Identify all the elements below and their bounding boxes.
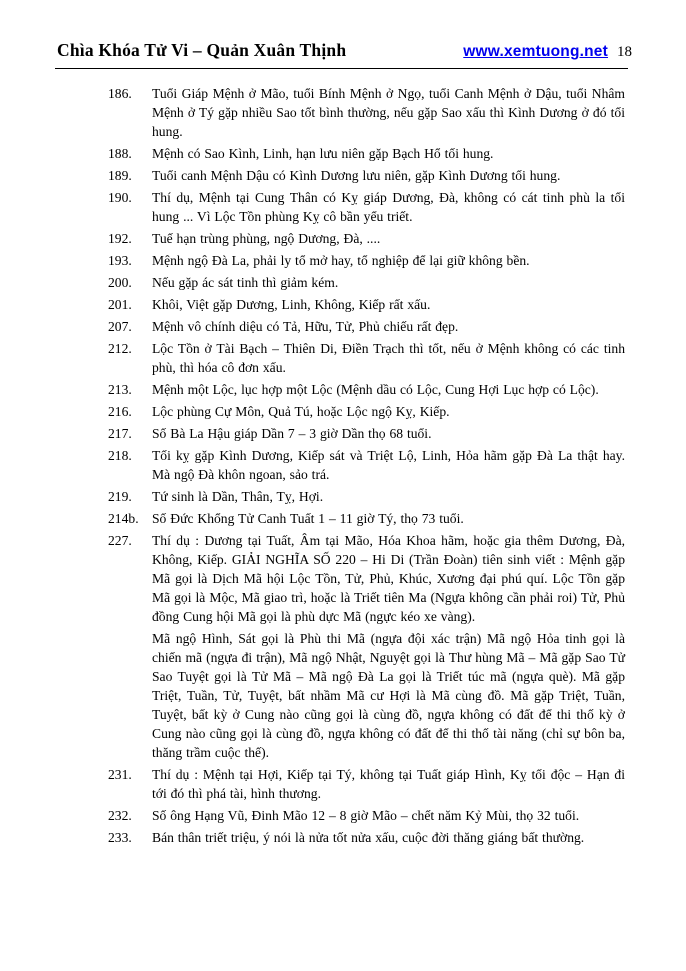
item-number xyxy=(108,629,152,762)
item-number: 192. xyxy=(108,231,132,246)
list-item xyxy=(108,188,625,226)
list-item xyxy=(108,402,625,421)
list-item xyxy=(108,487,625,506)
item-number: 212. xyxy=(108,341,132,356)
item-number: 190. xyxy=(108,190,132,205)
item-text: Mã ngộ Hình, Sát gọi là Phù thi Mã (ngựa đội xác trận) Mã ngộ Hỏa tinh gọi là chiến mã (ngựa đi trận), Mã ngộ Nhật, Nguyệt gọi là Thư hùng Mã – Mã gặp Sao Tử Sao Tuyệt gọi là Tử Mã – Mã ngộ Đà La gọi là Triết túc mã (ngựa què). Mã gặp Triệt, Tuần, Tử, Tuyệt, bất nhầm Mã cư Hợi là Mã cùng đồ. Mã gặp Triệt, Tuần, Tuyệt, bất kỳ ở Cung nào cũng gọi là cùng đồ, ngựa không có đất để thi thố kỳ ở Cung nào cũng gọi là cùng đồ, ngựa không có đất để thi thố tài năng (chỉ sự bôn ba, thăng trầm cuộc thế). xyxy=(152,631,625,760)
item-text: Số ông Hạng Vũ, Đinh Mão 12 – 8 giờ Mão – chết năm Kỷ Mùi, thọ 32 tuổi. xyxy=(152,808,580,823)
website-link[interactable]: www.xemtuong.net xyxy=(463,43,608,60)
list-item xyxy=(108,251,625,270)
list-item xyxy=(108,84,625,141)
item-text: Nếu gặp ác sát tinh thì giảm kém. xyxy=(152,275,339,290)
item-text: Tứ sinh là Dần, Thân, Tỵ, Hợi. xyxy=(152,489,324,504)
page-number: 18 xyxy=(617,44,632,60)
item-text: Số Đức Khổng Tử Canh Tuất 1 – 11 giờ Tý, thọ 73 tuổi. xyxy=(152,511,464,526)
item-number: 233. xyxy=(108,830,132,845)
item-text: Thí dụ, Mệnh tại Cung Thân có Kỵ giáp Dương, Đà, không có cát tinh phù la tối hung ... Vì Lộc Tồn phùng Kỵ cô bần yểu triết. xyxy=(152,190,625,224)
list-item xyxy=(108,531,625,626)
item-text: Mệnh có Sao Kình, Linh, hạn lưu niên gặp Bạch Hổ tối hung. xyxy=(152,146,494,161)
list-item xyxy=(108,317,625,336)
item-text: Mệnh vô chính diệu có Tả, Hữu, Tử, Phủ chiếu rất đẹp. xyxy=(152,319,459,334)
list-item xyxy=(108,339,625,377)
list-item xyxy=(108,229,625,248)
list-item xyxy=(108,446,625,484)
item-number: 214b. xyxy=(108,511,139,526)
item-number: 227. xyxy=(108,533,132,548)
item-text: Thí dụ : Mệnh tại Hợi, Kiếp tại Tý, không tại Tuất giáp Hình, Kỵ tối độc – Hạn đi tới đó thì phá tài, hình thương. xyxy=(152,767,625,801)
item-text: Mệnh ngộ Đà La, phải ly tổ mở hay, tổ nghiệp để lại giữ không bền. xyxy=(152,253,530,268)
item-text: Tuổi canh Mệnh Dậu có Kình Dương lưu niên, gặp Kình Dương tối hung. xyxy=(152,168,561,183)
item-number: 186. xyxy=(108,86,132,101)
list-item xyxy=(108,166,625,185)
page-header xyxy=(55,40,634,61)
item-text: Số Bà La Hậu giáp Dần 7 – 3 giờ Dần thọ 68 tuổi. xyxy=(152,426,432,441)
item-text: Lộc Tồn ở Tài Bạch – Thiên Di, Điền Trạch thì tốt, nếu ở Mệnh không có các tinh phù, thì hóa cô đơn xấu. xyxy=(152,341,625,375)
list-item xyxy=(108,424,625,443)
item-number: 219. xyxy=(108,489,132,504)
item-number: 193. xyxy=(108,253,132,268)
header-right xyxy=(463,43,632,61)
item-text: Tuế hạn trùng phùng, ngộ Dương, Đà, .... xyxy=(152,231,381,246)
item-number: 200. xyxy=(108,275,132,290)
item-number: 217. xyxy=(108,426,132,441)
list-item xyxy=(108,295,625,314)
item-text: Thí dụ : Dương tại Tuất, Âm tại Mão, Hóa Khoa hãm, hoặc gia thêm Dương, Đà, Không, Kiếp. GIẢI NGHĨA SỐ 220 – Hi Di (Trần Đoàn) tiên sinh viết : Mệnh gặp Mã gọi là Dịch Mã hội Lộc Tồn, Tử, Phủ, Khúc, Xương đại phú quí. Lộc Tồn gặp Mã gọi là Mộc, Mã giao trì, hoặc là Triết tiên Ma (Ngựa không cần phải roi) Tử, Phủ đồng Cung hội Mã gọi là phù dực Mã (ngực kéo xe vàng). xyxy=(152,533,625,624)
item-text: Tuổi Giáp Mệnh ở Mão, tuổi Bính Mệnh ở Ngọ, tuổi Canh Mệnh ở Dậu, tuổi Nhâm Mệnh ở Tý gặp nhiều Sao tốt bình thường, nếu gặp Sao xấu thì Kình Dương ở đó tối hung. xyxy=(152,86,625,139)
numbered-list xyxy=(108,84,625,847)
item-number: 216. xyxy=(108,404,132,419)
list-item xyxy=(108,828,625,847)
item-number: 189. xyxy=(108,168,132,183)
book-title: Chìa Khóa Tử Vi – Quản Xuân Thịnh xyxy=(57,40,347,60)
item-text: Lộc phùng Cự Môn, Quả Tú, hoặc Lộc ngộ Kỵ, Kiếp. xyxy=(152,404,450,419)
list-item xyxy=(108,629,625,762)
item-number: 232. xyxy=(108,808,132,823)
item-text: Mệnh một Lộc, lục hợp một Lộc (Mệnh dầu có Lộc, Cung Hợi Lục hợp có Lộc). xyxy=(152,382,599,397)
item-number: 213. xyxy=(108,382,132,397)
item-text: Bán thân triết triệu, ý nói là nửa tốt nửa xấu, cuộc đời thăng giáng bất thường. xyxy=(152,830,585,845)
list-item xyxy=(108,509,625,528)
item-number: 231. xyxy=(108,767,132,782)
item-number: 201. xyxy=(108,297,132,312)
item-text: Tối kỵ gặp Kình Dương, Kiếp sát và Triệt Lộ, Linh, Hỏa hãm gặp Đà La thật hay. Mà ngộ Đà khôn ngoan, sảo trá. xyxy=(152,448,625,482)
item-number: 207. xyxy=(108,319,132,334)
list-item xyxy=(108,144,625,163)
item-text: Khôi, Việt gặp Dương, Linh, Không, Kiếp rất xấu. xyxy=(152,297,431,312)
list-item xyxy=(108,806,625,825)
item-number: 218. xyxy=(108,448,132,463)
header-divider xyxy=(55,68,628,69)
list-item xyxy=(108,765,625,803)
list-item xyxy=(108,273,625,292)
list-item xyxy=(108,380,625,399)
item-number: 188. xyxy=(108,146,132,161)
